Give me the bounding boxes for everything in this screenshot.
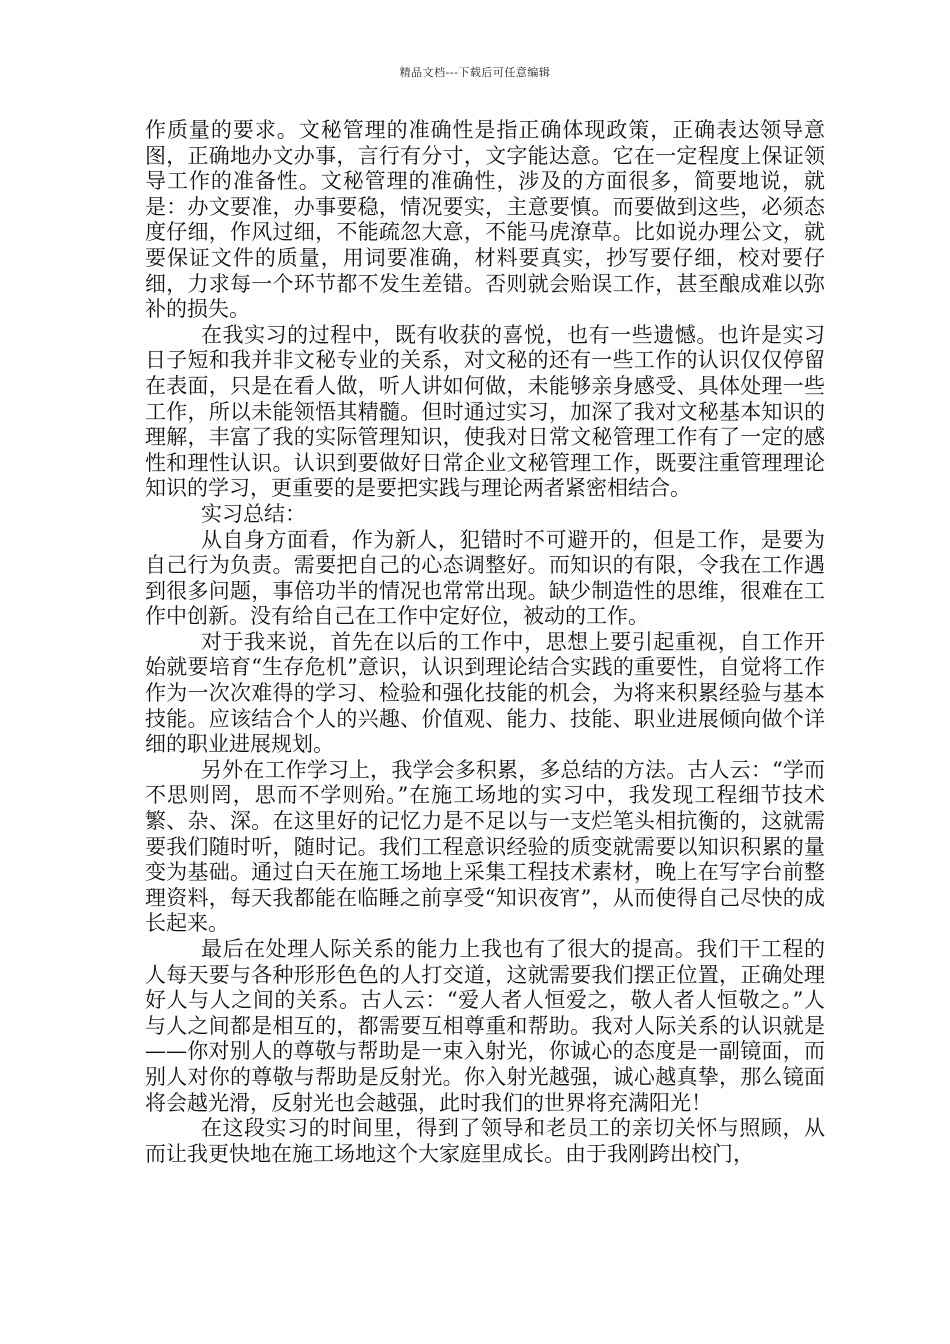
paragraph: 在我实习的过程中，既有收获的喜悦，也有一些遗憾。也许是实习日子短和我并非文秘专业的关系，对文秘的还有一些工作的认识仅仅停留在表面，只是在看人做，听人讲如何做，未能够亲身感受、具体处理一些工作，所以未能领悟其精髓。但时通过实习，加深了我对文秘基本知识的理解，丰富了我的实际管理知识，使我对日常文秘管理工作有了一定的感性和理性认识。认识到要做好日常企业文秘管理工作，既要注重管理理论知识的学习，更重要的是要把实践与理论两者紧密相结合。 xyxy=(145,322,825,501)
paragraph: 对于我来说，首先在以后的工作中，思想上要引起重视，自工作开始就要培育“生存危机”意识，认识到理论结合实践的重要性，自觉将工作作为一次次难得的学习、检验和强化技能的机会，为将来积累经验与基本技能。应该结合个人的兴趣、价值观、能力、技能、职业进展倾向做个详细的职业进展规划。 xyxy=(145,629,825,757)
paragraph: 另外在工作学习上，我学会多积累，多总结的方法。古人云：“学而不思则罔，思而不学则殆。”在施工场地的实习中，我发现工程细节技术繁、杂、深。在这里好的记忆力是不足以与一支烂笔头相抗衡的，这就需要我们随时听，随时记。我们工程意识经验的质变就需要以知识积累的量变为基础。通过白天在施工场地上采集工程技术素材，晚上在写字台前整理资料，每天我都能在临睡之前享受“知识夜宵”，从而使得自己尽快的成长起来。 xyxy=(145,757,825,936)
page-header: 精品文档---下载后可任意编辑 xyxy=(399,66,551,79)
paragraph: 从自身方面看，作为新人，犯错时不可避开的，但是工作，是要为自己行为负责。需要把自己的心态调整好。而知识的有限，令我在工作遇到很多问题，事倍功半的情况也常常出现。缺少制造性的思维，很难在工作中创新。没有给自己在工作中定好位，被动的工作。 xyxy=(145,527,825,629)
paragraph: 在这段实习的时间里，得到了领导和老员工的亲切关怀与照顾，从而让我更快地在施工场地这个大家庭里成长。由于我刚跨出校门， xyxy=(145,1116,825,1166)
document-body xyxy=(145,118,825,1167)
paragraph: 作质量的要求。文秘管理的准确性是指正确体现政策，正确表达领导意图，正确地办文办事，言行有分寸，文字能达意。它在一定程度上保证领导工作的准备性。文秘管理的准确性，涉及的方面很多，简要地说，就是：办文要准，办事要稳，情况要实，主意要慎。而要做到这些，必须态度仔细，作风过细，不能疏忽大意，不能马虎潦草。比如说办理公文，就要保证文件的质量，用词要准确，材料要真实，抄写要仔细，校对要仔细，力求每一个环节都不发生差错。否则就会贻误工作，甚至酿成难以弥补的损失。 xyxy=(145,118,825,322)
section-heading: 实习总结： xyxy=(201,501,306,526)
paragraph: 最后在处理人际关系的能力上我也有了很大的提高。我们干工程的人每天要与各种形形色色的人打交道，这就需要我们摆正位置，正确处理好人与人之间的关系。古人云：“爱人者人恒爱之，敬人者人恒敬之。”人与人之间都是相互的，都需要互相尊重和帮助。我对人际关系的认识就是——你对别人的尊敬与帮助是一束入射光，你诚心的态度是一副镜面，而别人对你的尊敬与帮助是反射光。你入射光越强，诚心越真挚，那么镜面将会越光滑，反射光也会越强，此时我们的世界将充满阳光！ xyxy=(145,937,825,1115)
